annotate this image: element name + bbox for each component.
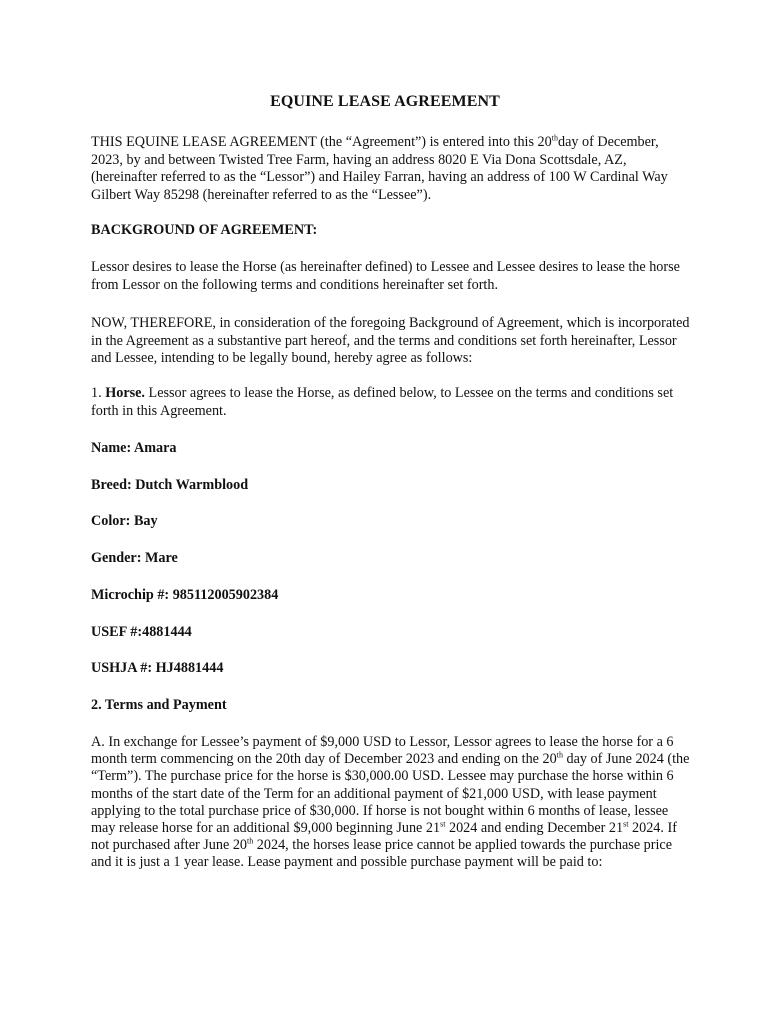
section-1-number: 1.	[91, 385, 102, 401]
now-therefore-paragraph: NOW, THEREFORE, in consideration of the foregoing Background of Agreement, which is incorporated in the Agreement as a substantive part hereof, and the terms and conditions set forth hereinafter, Lessor and Lessee, intending to be legally bound, hereby agree as follows:	[91, 315, 690, 367]
section-1-text: Lessor agrees to lease the Horse, as defined below, to Lessee on the terms and conditions set forth in this Agreement.	[91, 385, 674, 419]
terms-sup-d: th	[247, 836, 254, 846]
terms-text-c: 2024 and ending December 21	[445, 820, 624, 837]
terms-sup-a: th	[556, 750, 563, 760]
terms-sup-c: st	[623, 819, 629, 829]
section-2-heading: 2. Terms and Payment	[91, 697, 227, 713]
horse-ushja-field: USHJA #: HJ4881444	[91, 660, 224, 676]
terms-sup-b: st	[440, 819, 446, 829]
horse-gender-field: Gender: Mare	[91, 550, 178, 566]
background-paragraph: Lessor desires to lease the Horse (as hereinafter defined) to Lessee and Lessee desires to lease the horse from Lessor on the following terms and conditions hereinafter set forth.	[91, 259, 680, 293]
intro-text-part1: THIS EQUINE LEASE AGREEMENT (the “Agreement”) is entered into this 20	[91, 134, 552, 150]
horse-name-field: Name: Amara	[91, 440, 177, 456]
horse-usef-field: USEF #:4881444	[91, 624, 192, 640]
horse-color-field: Color: Bay	[91, 513, 158, 529]
terms-text-b: day of June 2024 (the “Term”). The purchase price for the horse is $30,000.00 USD. Lessee may purchase the horse within 6 months of the start date of the Term for an additional payment of $21,000 USD, with lease payment applying to the total purchase price of $30,000. If horse is not bought within 6 months of lease, lessee may release horse for an additional $9,000 beginning June 21	[91, 751, 690, 837]
section-1-heading: Horse.	[105, 385, 145, 401]
intro-superscript: th	[551, 133, 558, 143]
background-heading: BACKGROUND OF AGREEMENT:	[91, 222, 318, 238]
terms-text-a: A. In exchange for Lessee’s payment of $9,000 USD to Lessor, Lessor agrees to lease the horse for a 6 month term commencing on the 20th day of December 2023 and ending on the 20	[91, 734, 674, 768]
terms-text-e: 2024, the horses lease price cannot be applied towards the purchase price and it is just a 1 year lease. Lease payment and possible purchase payment will be paid to:	[91, 837, 673, 871]
section-1-paragraph	[91, 385, 691, 420]
horse-breed-field: Breed: Dutch Warmblood	[91, 477, 249, 493]
intro-paragraph	[91, 134, 691, 204]
intro-text-part2: day of December, 2023, by and between Twisted Tree Farm, having an address 8020 E Via Dona Scottsdale, AZ, (hereinafter referred to as the “Lessor”) and Hailey Farran, having an address of 100 W Cardinal Way Gilbert Way 85298 (hereinafter referred to as the “Lessee”).	[91, 134, 668, 203]
terms-text-d: 2024. If not purchased after June 20	[91, 820, 677, 854]
horse-microchip-field: Microchip #: 985112005902384	[91, 587, 279, 603]
document-title: EQUINE LEASE AGREEMENT	[270, 93, 500, 110]
section-2-paragraph	[91, 734, 691, 872]
